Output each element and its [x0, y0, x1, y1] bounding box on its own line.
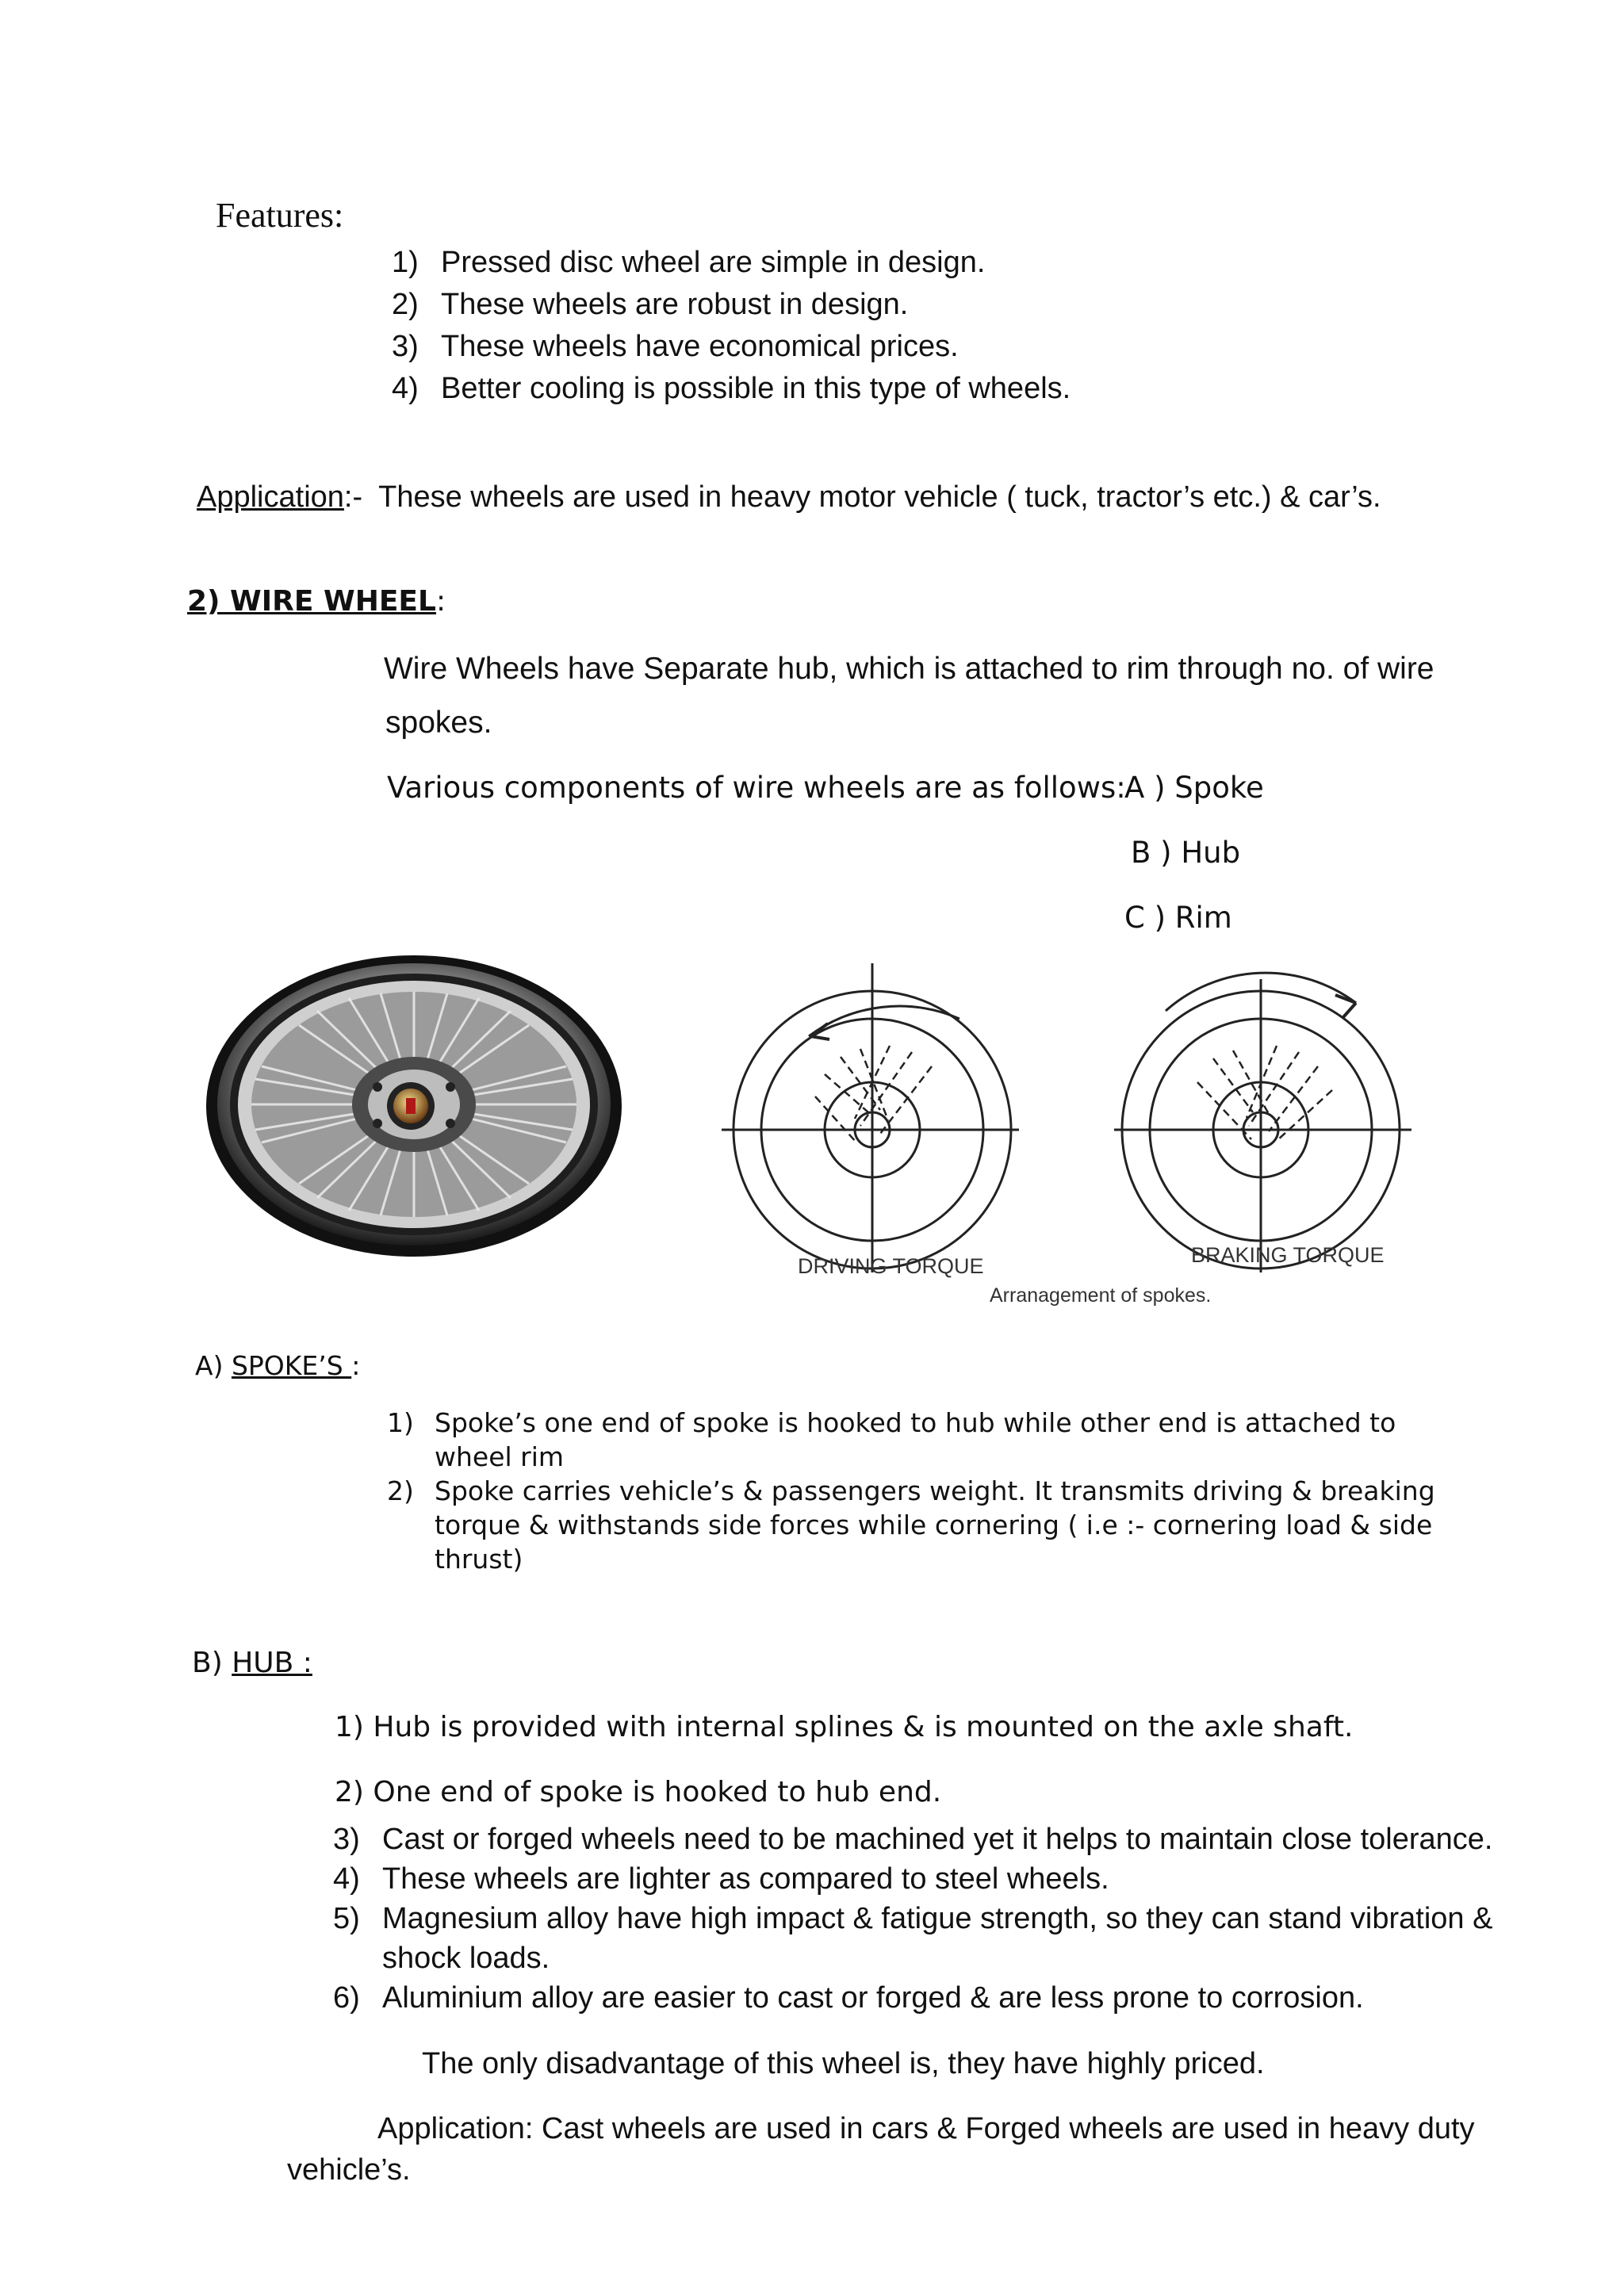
application-suffix: :-	[343, 480, 363, 514]
spokes-heading	[195, 1350, 360, 1381]
list-item	[333, 1862, 1109, 1896]
spoke-item1-line2: wheel rim	[435, 1441, 565, 1472]
spokes-heading-prefix: A)	[195, 1350, 232, 1381]
wire-wheel-illustration	[198, 947, 626, 1265]
list-number: 4)	[333, 1862, 360, 1896]
application-label: Application	[197, 480, 344, 514]
list-item	[392, 372, 1071, 406]
application-paragraph	[197, 480, 1381, 515]
list-number: 1)	[392, 246, 419, 279]
list-item	[333, 1902, 1492, 1936]
spoke-item1-line1: Spoke’s one end of spoke is hooked to hub while other end is attached to	[435, 1407, 1396, 1438]
list-number: 6)	[333, 1981, 360, 2015]
hub-item2: 2) One end of spoke is hooked to hub end.	[335, 1776, 942, 1808]
wire-wheel-intro-line1: Wire Wheels have Separate hub, which is attached to rim through no. of wire	[384, 652, 1434, 686]
hub-heading-title: HUB :	[232, 1647, 312, 1679]
spokes-heading-colon: :	[351, 1350, 361, 1381]
spoke-item2-line2: torque & withstands side forces while cornering ( i.e :- cornering load & side	[435, 1510, 1433, 1540]
hub-item6: Aluminium alloy are easier to cast or forged & are less prone to corrosion.	[382, 1981, 1364, 2015]
list-item-text: Pressed disc wheel are simple in design.	[441, 246, 986, 279]
spoke-item-number: 2)	[387, 1475, 414, 1506]
list-item	[392, 288, 908, 322]
list-item	[392, 330, 959, 364]
component-spoke: A ) Spoke	[1124, 771, 1264, 805]
list-number: 5)	[333, 1902, 360, 1935]
spokes-heading-title: SPOKE’S	[231, 1350, 352, 1381]
wire-wheel-intro-line2: spokes.	[385, 706, 492, 740]
braking-torque-label: BRAKING TORQUE	[1191, 1243, 1385, 1267]
figure-caption: Arranagement of spokes.	[990, 1284, 1212, 1307]
application-text: These wheels are used in heavy motor vehicle ( tuck, tractor’s etc.) & car’s.	[378, 480, 1381, 514]
spoke-item2-line3: thrust)	[435, 1544, 523, 1575]
hub-item5-line1: Magnesium alloy have high impact & fatigue strength, so they can stand vibration &	[382, 1902, 1493, 1935]
wire-wheel-title: 2) WIRE WHEEL	[187, 585, 436, 618]
hub-application-line1: Application: Cast wheels are used in cars & Forged wheels are used in heavy duty	[377, 2112, 1475, 2145]
component-rim: C ) Rim	[1124, 901, 1232, 935]
hub-item1: 1) Hub is provided with internal splines & is mounted on the axle shaft.	[335, 1711, 1354, 1743]
list-item-text: These wheels are robust in design.	[441, 288, 909, 321]
list-item-text: Better cooling is possible in this type of wheels.	[441, 372, 1071, 405]
hub-item5-line2: shock loads.	[382, 1942, 550, 1975]
list-number: 4)	[392, 372, 419, 405]
hub-item3: Cast or forged wheels need to be machined yet it helps to maintain close tolerance.	[382, 1823, 1493, 1856]
list-number: 3)	[392, 330, 419, 363]
wire-wheel-photo	[198, 947, 626, 1265]
list-item	[333, 1981, 1364, 2015]
wire-wheel-heading	[187, 585, 446, 618]
hub-item4: These wheels are lighter as compared to steel wheels.	[382, 1862, 1109, 1896]
hub-heading-prefix: B)	[192, 1647, 232, 1679]
list-item	[333, 1823, 1492, 1857]
list-number: 2)	[392, 288, 419, 321]
wire-wheel-colon: :	[435, 585, 446, 618]
component-hub: B ) Hub	[1131, 836, 1241, 870]
spoke-item2-line1: Spoke carries vehicle’s & passengers weight. It transmits driving & breaking	[435, 1475, 1435, 1506]
disadvantage-text: The only disadvantage of this wheel is, they have highly priced.	[422, 2047, 1265, 2080]
features-heading: Features:	[216, 196, 344, 235]
hub-application-line2: vehicle’s.	[287, 2153, 411, 2187]
list-number: 3)	[333, 1823, 360, 1856]
list-item-text: These wheels have economical prices.	[441, 330, 959, 363]
driving-torque-label: DRIVING TORQUE	[798, 1254, 984, 1278]
spoke-item-number: 1)	[387, 1407, 414, 1438]
components-label: Various components of wire wheels are as follows:	[387, 771, 1126, 805]
list-item	[392, 246, 985, 280]
hub-heading	[192, 1647, 312, 1679]
